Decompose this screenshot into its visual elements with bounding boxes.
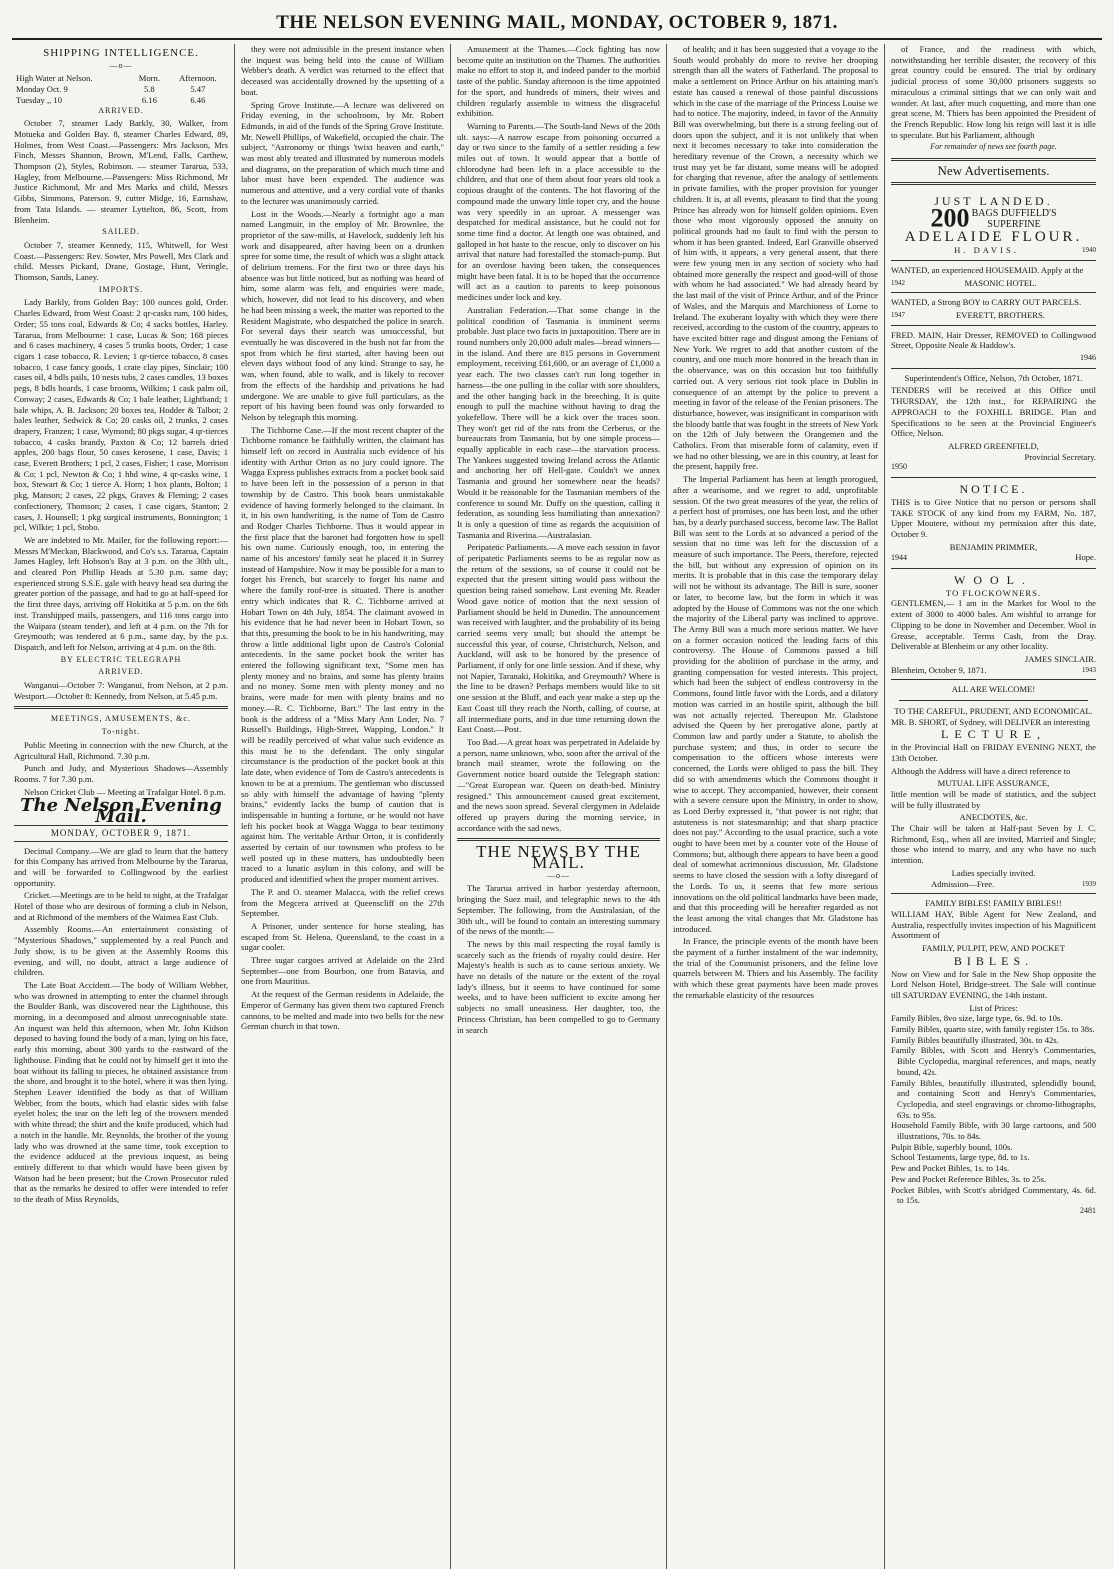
article-thames: Amusement at the Thames.—Cock fighting has now become quite an institution on the Thames. The authorities make no effort to stop it, and indeed pander to the morbid taste of the public. Sunday afternoon is the time appointed for the sport, and hundreds of miners, their wives and children regularly assemble to witness the disgraceful exhibition. xyxy=(457,44,660,119)
ad-flour: JUST LANDED. 200 BAGS DUFFIELD'S SUPERFINE ADELAIDE FLOUR. H. DAVIS. 1940 xyxy=(891,190,1096,261)
tide-header: High Water at Nelson. Morn. Afternoon. xyxy=(16,73,217,84)
article-spring-grove: Spring Grove Institute.—A lecture was delivered on Friday evening, in the schoolroom, by Mr. Robert Edmunds, in aid of the funds of the Spring Grove Institute. Mr. Newell Phillips, of Wakefield, occupied the chair. The subject, "Astronomy or things 'twixt heaven and earth," was most ably treated and illustrated by numerous models and diagrams, on the preparation of which much time and labor must have been expended. The audience was numerous and attentive, and a very cordial vote of thanks to the lecturer was unanimously carried. xyxy=(241,99,444,206)
price-list xyxy=(891,1013,1096,1206)
article-too-bad: Too Bad.—A great hoax was perpetrated in Adelaide by a person, name unknown, who, soon after the arrival of the branch mail steamer, wrote the following on the Government notice board outside the Telegraph station:—"Great European war. Queen on death-bed. Ministry resigned." This announcement caused great excitement, and the news soon spread. Several clergymen in Adelaide offered up prayers during the morning service, in accordance with the sad news. xyxy=(457,737,660,833)
telegraph-heading: BY ELECTRIC TELEGRAPH xyxy=(60,654,182,664)
article-news-2: The news by this mail respecting the royal family is scarcely such as the friends of royalty could desire. Her Majesty's health is such as to cause serious anxiety. We have no details of the nature or the extent of the royal lady's illness, but it seems to have continued for some weeks, and to have been sufficient to excite among her subjects no small uneasiness. Her daughter, too, the Princess Christian, has been compelled to go to Germany in search xyxy=(457,938,660,1035)
ad-bibles: FAMILY BIBLES! FAMILY BIBLES!! WILLIAM HAY, Bible Agent for New Zealand, and Australia, respectfully invites inspection of his Magnificent Assortment of FAMILY, PULPIT, PEW, AND POCKET BIBLES. Now on View and for Sale in the New Shop opposite the Lord Nelson Hotel, Bridge-street. The Sale will continue till SATURDAY EVENING, the 14th instant. List of Prices: Family Bibles, 8vo size, large type, 6s. 9d. to 10s. Family Bibles, quarto size, with family register 15s. to 38s. Family Bibles beautifully illustrated, 30s. to 42s. Family Bibles, with Scott and Henry's Commentaries, Bible Cyclopedia, marginal references, and maps, neatly bound, 42s. Family Bibles, beautifully illustrated, splendidly bound, and containing Scott and Henry's Commentaries, Cyclopedia, and steel engravings or chromo-lithographs, 63s. to 95s. Household Family Bible, with 30 large cartoons, and 500 illustrations, 70s. to 84s. Pulpit Bible, superbly bound, 100s. School Testaments, large type, 8d. to 1s. Pew and Pocket Bibles, 1s. to 14s. Pew and Pocket Reference Bibles, 3s. to 25s. Pocket Bibles, with Scott's abridged Commentary, 4s. 6d. to 15s. 2481 xyxy=(891,898,1096,1215)
masthead: THE NELSON EVENING MAIL, MONDAY, OCTOBER 9, 1871. xyxy=(12,10,1102,40)
shipping-title: SHIPPING INTELLIGENCE. xyxy=(43,47,199,59)
arrived-text: October 7, steamer Lady Barkly, 30, Walker, from Motueka and Golden Bay. 8, steamer Charles Edward, 89, Holmes, from West Coast.—Passengers: Mrs Jackson, Mrs Finch, Messrs Shannon, Brown, M'Lend, Falls, Carthew, Thompson (2), Styles, Robinson. — steamer Tararua, 533, Hagley, from Melbourne.—Passengers: Miss Richmond, Mr Justice Richmond, Mr and Mrs Marks and child, Messrs Gibbs, Simmons, Paterson. 9, cutter Midge, 16, Earnshaw, from Tata Islands. — steamer Lyttelton, 86, Scott, from Blenheim. xyxy=(14,118,228,225)
paper-title: The Nelson Evening Mail. xyxy=(20,795,222,828)
article-malacca: The P. and O. steamer Malacca, with the relief crews from the Megcera arrived at Queenscliff on the 27th September. xyxy=(241,886,444,919)
divider xyxy=(457,838,660,841)
ad-notice: NOTICE. THIS is to Give Notice that no person or persons shall TAKE STOCK of any kind from my FARM, No. 187, Upper Moutere, without my permission after this date, October 9. BENJAMIN PRIMMER, 1944 Hope. xyxy=(891,478,1096,569)
price-item: School Testaments, large type, 8d. to 1s. xyxy=(891,1152,1030,1163)
article-warning: Warning to Parents.—The South-land News of the 20th ult. says:—A narrow escape from poisoning occurred a day or two since to the family of a settler residing a few miles out of town. It would appear that a bottle of chlorodyne had been left in a place accessible to the children, and that one of them about four years old took a copious draught of the contents. The hot flavoring of the compound made the unwary little toper cry, and the house was very speedily in an uproar. A messenger was despatched for medical assistance, but he could not for some time find a doctor. At length one was obtained, and galloped in hot haste to the rescue, only to discover on his arrival that nature had forestalled the stomach-pump. But for an overdose having been taken, the consequences might have been fatal. It is to be hoped that the occurrence will act as a caution to parents to keep poisonous medicines under lock and key. xyxy=(457,120,660,303)
article-france-continued: of France, and the readiness with which, notwithstanding her terrible disaster, the recovery of this great country could be ensured. The trial by ordinary judicial process of some 30,000 prisoners suggests so miraculous a criminal sittings that we can only wait and wonder. At last, after much coquetting, and more than one great scene, M. Thiers has been appointed the President of the French Republic. How long his reign will last it is idle to speculate. But his Parliament, although xyxy=(891,44,1096,140)
price-item: Family Bibles, 8vo size, large type, 6s. 9d. to 10s. xyxy=(891,1013,1063,1024)
telegraph-subheading: ARRIVED. xyxy=(98,667,144,677)
article-prisoner: A Prisoner, under sentence for horse stealing, has escaped from St. Helena, Queensland, to the coast in a sugar cooler. xyxy=(241,920,444,953)
remainder-note: For remainder of news see fourth page. xyxy=(930,142,1057,152)
price-item: Family Bibles, quarto size, with family register 15s. to 38s. xyxy=(891,1024,1095,1035)
imports-heading: IMPORTS. xyxy=(98,284,144,294)
price-item: Family Bibles, beautifully illustrated, splendidly bound, and containing Scott and Henry's Commentaries, Cyclopedia, and steel engravings or chromo-lithographs, 63s. to 95s. xyxy=(891,1077,1096,1120)
sailed-heading: SAILED. xyxy=(102,227,140,237)
price-item: Pulpit Bible, superbly bound, 100s. xyxy=(891,1141,1013,1152)
ad-hairdresser: FRED. MAIN, Hair Dresser, REMOVED to Collingwood Street, Opposite Neale & Haddow's. 1946 xyxy=(891,326,1096,369)
price-item: Pew and Pocket Reference Bibles, 3s. to 25s. xyxy=(891,1173,1047,1184)
tide-table xyxy=(14,73,228,105)
column-3: Amusement at the Thames.—Cock fighting has now become quite an institution on the Thames. The authorities make no effort to stop it, and indeed pander to the morbid taste of the public. Sunday afternoon is the time appointed for the sport, and hundreds of miners, their wives and children regularly assemble to witness the disgraceful exhibition. Warning to Parents.—The South-land News of the 20th ult. says:—A narrow escape from poisoning occurred a day or two since to the family of a settler residing a few miles out of town. It would appear that a bottle of chlorodyne had been left in a place accessible to the children, and that one of them about four years old took a copious draught of the contents. The hot flavoring of the compound made the unwary little toper cry, and the house was very speedily in an uproar. A messenger was despatched for medical assistance, but he could not for some time find a doctor. At length one was obtained, and galloped in hot haste to the rescue, only to discover on his arrival that nature had forestalled the stomach-pump. But for an overdose having been taken, the consequences might have been fatal. It is to be hoped that the occurrence will act as a caution to parents to keep poisonous medicines under lock and key. Australian Federation.—That some change in the political condition of Tasmania is imminent seems probable. Just place two facts in juxtaposition. There are in round numbers only 20,000 adult males—bread winners—in the island. And there are 815 persons in Government employment, receiving £61,600, or an average of £1,000 a year each. The two classes can't run long together in harness—the one pulling in the collar with sore shoulders, and the other hanging back in the breeching. It is quite enough to pull the machine without having to drag the yokefellow. There will be a kick over the traces soon. They won't get rid of the rats from the Cerberus, or the bureaucrats from Tasmania, but by one simple process—equally applicable in each case—the starvation process. The Yankees suggested towing Ireland across the Atlantic and anchoring her off Hell-gate. Couldn't we annex Tasmania and ground her somewhere near the heads? Would it be reasonable for the Tasmanian members of the conference to sound Mr. Duffy on the question, calling it federation, as sounding less humiliating than annexation? It is only a question of time as regards the acquisition of Tasmania and Riverina.—Australasian. Peripatetic Parliaments.—A move each session in favor of peripatetic Parliaments seems to be as regular now as the return of the sessions, so of course it could not be expected that the present sitting would pass without the question being raised somehow. Last evening Mr. Reader Wood gave notice of motion that the next session of Parliament should be held in Dunedin. The announcement was received with laughter, and the probability of its being carried seems very small; but should the attempt be successful this year, of course, Christchurch, Nelson, and Auckland, will ask to be honored by the presence of Parliament, if only for one little session. And if these, why not Napier, Taranaki, Hokitika, and Greymouth? Where is the line to be drawn? Perhaps members would like to sit one session at the Bluff, and each year make a step up the East Coast till they reach the North, calling, of course, at all intermediate ports, and in due time returning down the East Coast.—Post. Too Bad.—A great hoax was perpetrated in Adelaide by a person, name unknown, who, soon after the arrival of the branch mail steamer, wrote the following on the Government notice board outside the Telegraph station:—"Great European war. Queen on death-bed. Ministry resigned." This announcement caused great excitement, and the news soon spread. Several clergymen in Adelaide offered up prayers during the morning service, in accordance with the sad news. THE NEWS BY THE MAIL. —o— The Tararua arrived in harbor yesterday afternoon, bringing the Suez mail, and telegraphic news to the 4th September. The following, from the Australasian, of the 30th ult., will be found to contain an interesting summary of the news of the month:— The news by this mail respecting the royal family is scarcely such as the friends of royalty could desire. Her Majesty's health is such as to cause serious anxiety. We have no details of the nature or the extent of the royal lady's illness, but it seems to have continued for some weeks, and to have been sufficient to excite among her subjects no small uneasiness. Her daughter, too, the Princess Christian, has been compelled to go to Germany in search xyxy=(450,44,666,1569)
ads-title: New Advertisements. xyxy=(937,163,1050,179)
tide-row: Monday Oct. 9 5.8 5.47 xyxy=(16,84,206,95)
ad-wool: WOOL. TO FLOCKOWNERS. GENTLEMEN,— I am in the Market for Wool to the extent of 3000 to 4000 bales. Am wishful to arrange for Clipping to be done in November and December. Wool in Grease, acceptable. Terms Cash, from the Dray. Deliverable at Blenheim or any other locality. JAMES SINCLAIR. Blenheim, October 9, 1871. 1943 xyxy=(891,569,1096,680)
meetings-heading: MEETINGS, AMUSEMENTS, &c. xyxy=(51,714,191,724)
imports-text: Lady Barkly, from Golden Bay: 100 ounces gold, Order. Charles Edward, from West Coast: 2 qr-casks rum, 100 hides, Order; 55 tons coal, Edwards & Co; 4 sacks bottles, Harley. Tararua, from Melbourne: 1 case, Lucas & Son; 168 pieces and 6 cases machinery, 4 cases 5 trunks boots, Order; 1 case cigars 1 case tobacco, R. Levien; 1 qr-tierce tobacco, 8 cases tobacco, 1 case fancy goods, 1 crate clay pipes, Sinclair; 100 cases oil, 4 bdls pails, 10 nests tubs, 2 cases candles, 13 boxes pegs, 8 bdls boards, 1 case brooms, Wilkins; 1 cask palm oil, Conway; 2 cases, Edwards & Co; 1 bale leather, Lightband; 1 bale whips, A. B. Jackson; 20 boxes tea, Hodder & Talbot; 2 bales leather, Sedwick & Co; 20 casks oil, 2 trunks, 2 cases drapery, Franzen; 1 case, Wymond; 80 pkgs sugar, 4 qr-tierces tobacco, 4 casks brandy, Paxton & Co; 12 barrels dried apples, 200 bags flour, 50 cases kerosene, 1 case, Davis; 1 case, Everett Brothers; 1 pcl, 2 cases, Fisher; 1 case, Morrison & Co; 1 pcl, Newton & Co; 1 hhd wine, 4 qr-casks wine, 1 box, Stewart & Co; 1 tierce A. Horn; 1 box plants, Bolton; 1 pkg, Manson; 2 cases, 22 pkgs, Graves & Fleming; 2 cases confectionery, Thomson; 2 cases, 1 case cigars, Stanton; 2 cases, J. Hounsell; 1 pkg surgical instruments, Bonnington; 1 pcl, Wilkie; 1 pcl, Stobo. xyxy=(14,297,228,533)
ad-lecture: ALL ARE WELCOME! TO THE CAREFUL, PRUDENT, AND ECONOMICAL. MR. B. SHORT, of Sydney, will DELIVER an interesting LECTURE, in the Provincial Hall on FRIDAY EVENING NEXT, the 13th October. Although the Address will have a direct reference to MUTUAL LIFE ASSURANCE, little mention will be made of statistics, and the subject will be fully illustrated by ANECDOTES, &c. The Chair will be taken at Half-past Seven by J. C. Richmond, Esq., when all are invited, Married and Single; those who intend to marry, and any who have no such intention. Ladies specially invited. Admission—Free. 1939 xyxy=(891,680,1096,894)
article-lost-woods: Lost in the Woods.—Nearly a fortnight ago a man named Langmuir, in the employ of Mr. Brownlee, the proprietor of the saw-mills, at Havelock, suddenly left his work and disappeared, after having been on a drunken spree for some time, the result of which was a slight attack of delirium tremens. For the first two or three days his absence was but little noticed, but as nothing was heard of him, some alarm was felt, and enquiries were made, which, however, did not lead to his discovery, and when he had been missing a week, the matter was reported to the Resident Magistrate, who despatched the police in search. For several days their search was unsuccessful, but eventually he was discovered in the bush not far from the spot from which he first started, after having been out eleven days without food of any kind. Strange to say, he was, when found, able to walk, and is likely to recover from the effects of the hardship and privations he had undergone. We are unable to give full particulars, as the report of his having been found was only forwarded to Nelson by telegraph this morning. xyxy=(241,208,444,422)
meeting-item: Nelson Cricket Club — Meeting at Trafalgar Hotel. 8 p.m. xyxy=(24,786,226,797)
article-france: In France, the principle events of the month have been the payment of a further instalment of the war indemnity, the trial of the Communist prisoners, and the feline love quarrels between M. Thiers and his Assembly. The facility with which these great payments have been made proves the remarkable elasticity of the resources xyxy=(673,936,878,1000)
divider xyxy=(14,706,228,709)
article-sugar: Three sugar cargoes arrived at Adelaide on the 23rd September—one from Bourbon, one from Batavia, and one from Mauritius. xyxy=(241,955,444,987)
dateline: MONDAY, OCTOBER 9, 1871. xyxy=(14,825,228,842)
price-item: Pew and Pocket Bibles, 1s. to 14s. xyxy=(891,1163,1010,1174)
price-item: Household Family Bible, with 30 large cartoons, and 500 illustrations, 70s. to 84s. xyxy=(891,1120,1096,1142)
article-health: of health; and it has been suggested that a voyage to the South would probably do more to revive her drooping strength than all the waters of Fatherland. The proposal to make a settlement on Prince Arthur on his attaining man's estate has caused a renewal of those painful discussions which in the case of the marriage of the Princess Louise we had to notice. The majority, indeed, in favor of the Annuity Bill was overwhelming, but there is a strong feeling out of doors upon the subject, and it is not unlikely that when next it becomes necessary to take into consideration the hereditary revenue of the Crown, a necessity which we trust may yet be far distant, some means will be adopted for charging that revenue, after the analogy of settlements in private families, with the proper provision for younger children. It is, at all events, pleasant to find that the young Prince has already won for himself golden opinions. Even those who most vigorously opposed the annuity on political grounds had no fault to find with the person to whom it has been granted. Indeed, Earl Granville observed of him with, it appears, a very general assent, that there were few young men in any section of society who had obtained more generally the respect and good-will of those with whom he had associated." We had already heard by the last mail of the visit of Prince Arthur, and of the Prince of Wales, and the Marquis and Marchioness of Lorne to Ireland. The exuberant loyalty with which they were there received, according to the custom of the country, appears to have excited bitter rage and disgust among the Fenians of New York. We regret to add that another custom of the country, and one much more honored in the breach than in the observance, was on this occasion but too faithfully carried out. A very serious riot took place in Dublin in consequence of an attempt by the police to prevent a meeting in favor of the release of the Fenian prisoners. The disturbance, however, was insignificant in comparison with the bloody battle that was fought in the streets of New York on the 12th of July between the Orangemen and the Catholics. From that miserable form of calamity, even if we had no other blessing, we are in this country, at least for the present, happily free. xyxy=(673,44,878,472)
article-continued: they were not admissible in the present instance when the inquest was being held into the cause of William Webber's death. A verdict was returned to the effect that deceased was accidentally drowned by the upsetting of a boat. xyxy=(241,44,444,97)
price-item: Family Bibles beautifully illustrated, 30s. to 42s. xyxy=(891,1034,1059,1045)
column-4 xyxy=(666,44,884,1569)
article-tichborne: The Tichborne Case.—If the most recent chapter of the Tichborne romance be faithfully written, the claimant has himself left on record in Australia such evidence of his identity with Arthur Orton as no jury could ignore. The Wagga Express publishes extracts from a pocket book said to have been left in the possession of a person in that township by de Castro. This book bears unmistakable evidence of having formerly belonged to the claimant. In it, in his own handwriting, is the name of Tom de Castro and Rodger Charles Tichborne. Thus it would appear in the first place that the baronet had forgotten how to spell his own name. Curiously enough, too, in entering the name of his ancestors' family seat he placed it in Surrey instead of Hampshire. Now it may be possible for a man to forget his French, but scarcely to forget his name and where the family roof-tree is situated. There is another entry which indicates that R. C. Tichborne arrived at Hobart Town on 4th July, 1854. The claimant avowed in his evidence that he had never been in Hobart Town, so that this, presuming the book to be in his handwriting, may throw a little additional light upon de Castro's Colonial antecedents. In the same pocket book the writer has entered the following significant text, "Some men has plenty money and no brains, and some has plenty brains and no money. Some men with plenty money and no brains, were made for men with plenty brains and no money.—R. C. Tichborne, Bart." The last entry in the book is the address of a "Miss Mary Ann Loder, No. 7 Russell's Buildings, High-Street, Wapping, London." It will be readily perceived of what value such evidence as this must be to the defendant. The only singular circumstance is the production of the pocket book at this late date, when evidence of Tom de Castro's antecedents is known to be at a premium. The gentleman who discussed so ably with himself the advantage of having "plenty brains," evidently lacks the bump of caution that is indispensable in hunting a fortune, or he would not have left his pocket book at Wagga Wagga to bear testimony against him. The veritable Arthur Orton, it is confidently asserted by certain of our townsmen who profess to be well posted up in these matters, has undoubtedly been traced to a lunatic asylum in this colony, and will be produced and identified when the proper moment arrives. xyxy=(241,424,444,885)
ad-boy: WANTED, a Strong BOY to CARRY OUT PARCELS. 1947 EVERETT, BROTHERS. xyxy=(891,293,1096,325)
telegraph-text: Wanganui—October 7: Wanganui, from Nelson, at 2 p.m. Westport.—October 8: Kennedy, from Nelson, at 5.45 p.m. xyxy=(14,680,228,701)
article-german: At the request of the German residents in Adelaide, the Emperor of Germany has given them two captured French cannons, to be melted and made into two bells for the new German church in that town. xyxy=(241,989,444,1032)
indebted-text: We are indebted to Mr. Mailer, for the following report:—Messrs M'Meckan, Blackwood, and Co's s.s. Tararua, Captain James Hagley, left Hobson's Bay at 3 p.m. on the 30th ult., and cleared Port Phillip Heads at 5.30 p.m. same day; experienced strong S.S.E. gale with heavy head sea during the greater portion of the passage, and had to go at half-speed for the first three days, arriving off Hokitika at 5 p.m. on the 6th inst. Transhipped mails, passengers, and 116 tons cargo into the Waipara (steam tender), and left at 4 p.m. on the 7th for Greymouth; was tendered at 6 p.m., same day, by the p.s. Dispatch, and left for Nelson, arriving at 4 p.m. on the 8th. xyxy=(14,534,228,652)
divider xyxy=(891,158,1096,161)
sailed-text: October 7, steamer Kennedy, 115, Whitwell, for West Coast.—Passengers: Rev. Sowter, Mrs Powell, Mrs Clark and child. Messrs Pickard, Drane, Gostage, Hunt, Veringle, Thomson, Sands, Laney. xyxy=(14,239,228,283)
article-federation: Australian Federation.—That some change in the political condition of Tasmania is imminent seems probable. Just place two facts in juxtaposition. There are in round numbers only 20,000 adult males—bread winners—in the island. And there are 815 persons in Government employment, receiving £61,600, or an average of £1,000 a year each. The two classes can't run long together in harness—the one pulling in the collar with sore shoulders, and the other hanging back in the breeching. It is quite enough to pull the machine without having to drag the yokefellow. There will be a kick over the traces soon. They won't get rid of the rats from the Cerberus, or the bureaucrats from Tasmania, but by one simple process—equally applicable in each case—the starvation process. The Yankees suggested towing Ireland across the Atlantic and anchoring her off Hell-gate. Couldn't we annex Tasmania and ground her somewhere near the heads? Would it be reasonable for the Tasmanian members of the conference to sound Mr. Duffy on the question, calling it federation, as sounding less humiliating than annexation? It is only a question of time as regards the acquisition of Tasmania and Riverina.—Australasian. xyxy=(457,304,660,540)
price-item: Family Bibles, with Scott and Henry's Commentaries, Bible Cyclopedia, marginal references, and maps, neatly bound, 42s. xyxy=(891,1045,1096,1077)
article-boat-accident: The Late Boat Accident.—The body of William Webber, who was drowned in attempting to enter the channel through the Boulder Bank, was discovered near the Lighthouse, this morning, in a decomposed and almost unrecognisable state. An inquest was held this afternoon, when Mr. John Kidson deposed to having found the body of a man, lying on his face, early this morning, about 300 yards to the eastward of the lighthouse. Finding that he could not by himself get it into the boat without its falling to pieces, he obtained assistance from the shore, and brought it to the hotel, where it was then lying. Stephen Leaver identified the body as that of William Webber, from the boots, which had elastic sides with false eyelet holes; the tear on the left leg of the trowsers mended with white thread; the shirt and the knife produced, which had a notch in the handle. Mr. Reynolds, the brother of the young lady who was drowned at the same time, took exception to the evidence adduced at the previous inquest, as being entirely different to that which would have been given by Watson had he been present; but the Crown Prosecutor ruled that as the remarks he desired to offer were intended to refer to the death of Miss Reynolds, xyxy=(14,979,228,1205)
ad-tenders: Superintendent's Office, Nelson, 7th October, 1871. TENDERS will be received at this Office until THURSDAY, the 12th inst., for REPAIRING the APPROACH to the FOXHILL BRIDGE. Plan and Specifications to be seen at the Provincial Engineer's Office, Nelson. ALFRED GREENFIELD, Provincial Secretary. 1950 xyxy=(891,369,1096,478)
columns xyxy=(12,44,1102,1569)
article-decimal: Decimal Company.—We are glad to learn that the battery for this Company has arrived from Melbourne by the Tararua, and will be forwarded to Collingwood by the earliest opportunity. xyxy=(14,845,228,888)
column-2 xyxy=(234,44,450,1569)
tide-row: Tuesday ,, 10 6.16 6.46 xyxy=(16,94,206,105)
arrived-heading: ARRIVED. xyxy=(98,105,144,115)
article-news-1: The Tararua arrived in harbor yesterday afternoon, bringing the Suez mail, and telegraphic news to the 4th September. The following, from the Australasian, of the 30th ult., will be found to contain an interesting summary of the news of the month:— xyxy=(457,883,660,937)
column-5 xyxy=(884,44,1102,1569)
article-parliament: The Imperial Parliament has been at length prorogued, after a wearisome, and we regret to add, unprofitable session. Of the two great measures of the year, the relics of a perfect host of promises, one has been lost, and the other has, by a dearly purchased success, become law. The Ballot Bill was sent to the Lords at so advanced a period of the session that no time was left for the discussion of a measure of such importance. The Peers, therefore, rejected the bill, but without any expression of opinion on its merits. It is probable that in this case the temporary delay will not be without its advantage. The Bill is sure, sooner or later, to become law, but the form in which it was adopted by the House of Commons was not the one which the majority of the Liberal party was inclined to approve. The Army Bill was a much more serious matter. We have on a former occasion noticed the leading facts of this controversy. The House of Commons passed a bill providing for the abolition of purchase in the army, and granting compensation for vested interests. This project, which had been the subject of endless controversy in the Commons, found little favor with the Lords, and a dilatory motion was carried in an hostile spirit, although the bill was not actually rejected. Thereupon Mr. Gladstone advised the Queen by her prerogative alone, partly at Common law and partly under a Statute, to abolish the purchase system; and thus, in order to secure the compensation to the officers whose interests were concerned, the Lords were obliged to pass the bill. They did so with amendments which the Commons thought it wise to accept. They accompanied, however, their consent with a severe censure upon the Ministry, in order to show, as Lord Derby expressed it, "that power is not right; that astuteness is not statesmanship; and that sharp practice does not pay." According to the usual practice, such a vote ought to have been met by a counter vote of the House of Commons; but, although there appears to have been a good deal of somewhat acrimonious discussion, Mr. Gladstone seems to have closed the session with a lofty disregard of the Lords. To us, it seems that few more serious innovations on the old political landmarks have been made, and that this proceeding will be hereafter regarded as not the least among the vital changes that Mr. Gladstone has introduced. xyxy=(673,474,878,934)
price-item: Pocket Bibles, with Scott's abridged Commentary, 4s. 6d. to 15s. xyxy=(891,1184,1096,1206)
meeting-item: Punch and Judy, and Mysterious Shadows—Assembly Rooms. 7 for 7.30 p.m. xyxy=(14,763,228,784)
divider xyxy=(891,182,1096,185)
meetings-subheading: To-night. xyxy=(101,727,141,737)
column-1: SHIPPING INTELLIGENCE. —o— High Water at Nelson. Morn. Afternoon. Monday Oct. 9 5.8 5.47 Tuesday ,, 10 6.16 6.46 ARRIVED. October 7, steamer Lady Barkly, 30, Walker, from Motueka and Golden Bay. 8, steamer Charles Edward, 89, Holmes, from West Coast.—Passengers: Mrs Jackson, Mrs Finch, Messrs Shannon, Brown, M'Lend, Falls, Carthew, Thompson (2), Styles, Robinson. — steamer Tararua, 533, Hagley, from Melbourne.—Passengers: Miss Richmond, Mr Justice Richmond, Mr and Mrs Marks and child, Messrs Gibbs, Simmons, Paterson. 9, cutter Midge, 16, Earnshaw, from Tata Islands. — steamer Lyttelton, 86, Scott, from Blenheim. SAILED. October 7, steamer Kennedy, 115, Whitwell, for West Coast.—Passengers: Rev. Sowter, Mrs Powell, Mrs Clark and child. Messrs Pickard, Drane, Gostage, Hunt, Veringle, Thomson, Sands, Laney. IMPORTS. Lady Barkly, from Golden Bay: 100 ounces gold, Order. Charles Edward, from West Coast: 2 qr-casks rum, 100 hides, Order; 55 tons coal, Edwards & Co; 4 sacks bottles, Harley. Tararua, from Melbourne: 1 case, Lucas & Son; 168 pieces and 6 cases machinery, 4 cases 5 trunks boots, Order; 1 case cigars 1 case tobacco, R. Levien; 1 qr-tierce tobacco, 8 cases tobacco, 1 case fancy goods, 1 crate clay pipes, Sinclair; 100 cases oil, 4 bdls pails, 10 nests tubs, 2 cases candles, 13 boxes pegs, 8 bdls boards, 1 case brooms, Wilkins; 1 cask palm oil, Conway; 2 cases, Edwards & Co; 1 bale leather, Lightband; 1 bale whips, A. B. Jackson; 20 boxes tea, Hodder & Talbot; 2 bales leather, Sedwick & Co; 20 casks oil, 2 trunks, 2 cases drapery, Franzen; 1 case, Wymond; 80 pkgs sugar, 4 qr-tierces tobacco, 4 casks brandy, Paxton & Co; 12 barrels dried apples, 200 bags flour, 50 cases kerosene, 1 case, Davis; 1 case, Everett Brothers; 1 pcl, 2 cases, Fisher; 1 case, Morrison & Co; 1 pcl, Newton & Co; 1 hhd wine, 4 qr-casks wine, 1 box, Stewart & Co; 1 tierce A. Horn; 1 box plants, Bolton; 1 pkg, Manson; 2 cases, 22 pkgs, Graves & Fleming; 2 cases confectionery, Thomson; 2 cases, 1 case cigars, Stanton; 2 cases, J. Hounsell; 1 pkg surgical instruments, Bonnington; 1 pcl, Wilkie; 1 pcl, Stobo. We are indebted to Mr. Mailer, for the following report:—Messrs M'Meckan, Blackwood, and Co's s.s. Tararua, Captain James Hagley, left Hobson's Bay at 3 p.m. on the 30th ult., and cleared Port Phillip Heads at 5.30 p.m. same day; experienced strong S.S.E. gale with heavy head sea during the greater portion of the passage, and had to go at half-speed for the first three days, arriving off Hokitika at 5 p.m. on the 6th inst. Transhipped mails, passengers, and 116 tons cargo into the Waipara (steam tender), and left at 4 p.m. on the 7th for Greymouth; was tendered at 6 p.m., same day, by the p.s. Dispatch, and left for Nelson, arriving at 4 p.m. on the 8th. BY ELECTRIC TELEGRAPH ARRIVED. Wanganui—October 7: Wanganui, from Nelson, at 2 p.m. Westport.—October 8: Kennedy, from Nelson, at 5.45 p.m. MEETINGS, AMUSEMENTS, &c. To-night. Public Meeting in connection with the new Church, at the Agricultural Hall, Richmond. 7.30 p.m. Punch and Judy, and Mysterious Shadows—Assembly Rooms. 7 for 7.30 p.m. Nelson Cricket Club — Meeting at Trafalgar Hotel. 8 p.m. The Nelson Evening Mail. MONDAY, OCTOBER 9, 1871. Decimal Company.—We are glad to learn that the battery for this Company has arrived from Melbourne by the Tararua, and will be forwarded to Collingwood by the earliest opportunity. Cricket.—Meetings are to be held to night, at the Trafalgar Hotel of those who are desirous of forming a club in Nelson, and at Richmond of the members of the Waimea East Club. Assembly Rooms.—An entertainment consisting of "Mysterious Shadows," supplemented by a real Punch and Judy show, is to be given at the Assembly Rooms this evening, and will, no doubt, attract a large audience of children. The Late Boat Accident.—The body of William Webber, who was drowned in attempting to enter the channel through the Boulder Bank, was discovered near the Lighthouse, this morning, in a decomposed and almost unrecognisable state. An inquest was held this afternoon, when Mr. John Kidson deposed to having found the body of a man, lying on his face, early this morning, about 300 yards to the eastward of the lighthouse. Finding that he could not by himself get it into the boat without its falling to pieces, he obtained assistance from the shore, and brought it to the hotel, where it was then lying. Stephen Leaver identified the body as that of William Webber, from the boots, which had elastic sides with false eyelet holes; the tear on the left leg of the trowsers mended with white thread; the shirt and the knife produced, which had a notch in the handle. Mr. Reynolds, the brother of the young lady who was drowned at the same time, took exception to the evidence adduced at the previous inquest, as being entirely different to that which would have been given by Watson had he been present; but the Crown Prosecutor ruled that as the remarks he desired to offer were intended to refer to the death of Miss Reynolds, xyxy=(14,47,228,1205)
ad-flour-quantity: 200 xyxy=(930,204,970,234)
ad-housemaid: WANTED, an experienced HOUSEMAID. Apply at the 1942 MASONIC HOTEL. xyxy=(891,261,1096,293)
article-cricket: Cricket.—Meetings are to be held to night, at the Trafalgar Hotel of those who are desirous of forming a club in Nelson, and at Richmond of the members of the Waimea East Club. xyxy=(14,890,228,922)
news-by-mail-title: THE NEWS BY THE MAIL. xyxy=(476,842,641,873)
article-peripatetic: Peripatetic Parliaments.—A move each session in favor of peripatetic Parliaments seems to be as regular now as the return of the sessions, so of course it could not be expected that the present sitting would pass without the question being raised somehow. Last evening Mr. Reader Wood gave notice of motion that the next session of Parliament should be held in Dunedin. The announcement was received with laughter, and the probability of its being carried seems very small; but should the attempt be successful this year, of course, Christchurch, Nelson, and Auckland, will ask to be honored by the presence of Parliament, if only for one little session. And if these, why not Napier, Taranaki, Hokitika, and Greymouth? Where is the line to be drawn? Perhaps members would like to sit one session at the Bluff, and each year make a step up the East Coast till they reach the North, calling, of course, at all intermediate ports, and in due time returning down the East Coast.—Post. xyxy=(457,542,660,735)
meeting-item: Public Meeting in connection with the new Church, at the Agricultural Hall, Richmond. 7.30 p.m. xyxy=(14,739,228,761)
article-assembly: Assembly Rooms.—An entertainment consisting of "Mysterious Shadows," supplemented by a real Punch and Judy show, is to be given at the Assembly Rooms this evening, and will, no doubt, attract a large audience of children. xyxy=(14,924,228,978)
